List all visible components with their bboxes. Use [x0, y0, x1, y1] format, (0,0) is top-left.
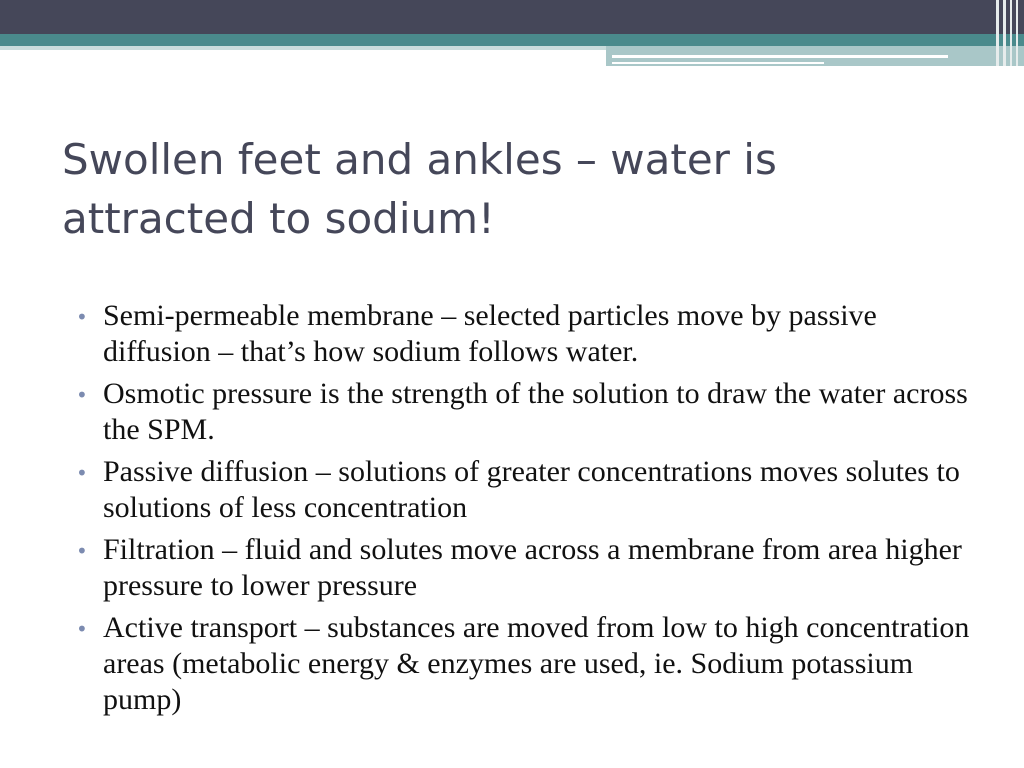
bullet-item	[76, 298, 976, 370]
bullet-item	[76, 532, 976, 604]
header-tab-line	[612, 55, 948, 58]
bullet-text: Semi-permeable membrane – selected particles move by passive diffusion – that’s how sodium follows water.	[103, 299, 877, 368]
bullet-marker-icon: •	[76, 461, 88, 485]
bullet-marker-icon: •	[76, 617, 88, 641]
slide-title: Swollen feet and ankles – water is attracted to sodium!	[62, 135, 777, 243]
bullet-marker-icon: •	[76, 383, 88, 407]
bullet-text: Osmotic pressure is the strength of the solution to draw the water across the SPM.	[103, 377, 968, 446]
header-tab-line	[612, 62, 824, 64]
header-band-teal	[0, 34, 1024, 46]
bullet-marker-icon: •	[76, 305, 88, 329]
bullet-list	[76, 298, 976, 724]
bullet-item	[76, 610, 976, 718]
bullet-item	[76, 454, 976, 526]
bullet-text: Filtration – fluid and solutes move across a membrane from area higher pressure to lower pressure	[103, 533, 962, 602]
header-band-light	[0, 46, 606, 50]
bullet-marker-icon: •	[76, 539, 88, 563]
header-band-dark	[0, 0, 1024, 34]
bullet-item	[76, 376, 976, 448]
bullet-text: Passive diffusion – solutions of greater concentrations moves solutes to solutions of less concentration	[103, 455, 960, 524]
header-corner-bars	[994, 0, 1024, 66]
bullet-text: Active transport – substances are moved from low to high concentration areas (metabolic energy & enzymes are used, ie. Sodium potassium pump)	[103, 611, 970, 716]
